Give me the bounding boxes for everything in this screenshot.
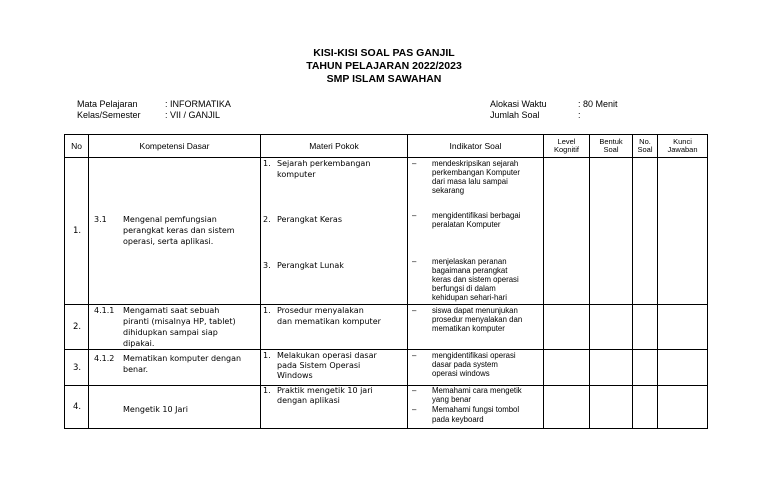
level-line-2: Kognitif — [553, 145, 580, 154]
indikator-line: kehidupan sehari-hari — [432, 293, 507, 302]
indikator-line: bagaimana perangkat — [432, 266, 508, 275]
no-soal-cell — [633, 386, 658, 429]
col-header-no: No — [65, 135, 89, 158]
level-kognitif-cell — [544, 350, 590, 386]
materi-line: pada Sistem Operasi — [277, 361, 361, 370]
table-row — [65, 386, 708, 429]
dash-bullet: – — [412, 159, 417, 168]
row-number: 3. — [65, 350, 89, 386]
bentuk-line-1: Bentuk — [599, 137, 623, 146]
col-header-bentuk-soal — [590, 135, 633, 158]
indikator-soal-cell — [408, 386, 544, 429]
kunci-jawaban-cell — [658, 158, 708, 305]
materi-number: 1. — [263, 159, 271, 168]
kompetensi-dasar-cell — [89, 386, 261, 429]
row-number: 2. — [65, 305, 89, 350]
row-number: 1. — [65, 158, 89, 305]
materi-number: 2. — [263, 215, 271, 224]
kd-line: dipakai. — [123, 339, 155, 348]
materi-pokok-cell — [261, 350, 408, 386]
waktu-label: Alokasi Waktu — [490, 99, 547, 109]
dash-bullet: – — [412, 306, 417, 315]
kd-number: 3.1 — [94, 215, 107, 224]
kompetensi-dasar-cell — [89, 158, 261, 305]
indikator-line: mendeskripsikan sejarah — [432, 159, 519, 168]
mapel-value: : INFORMATIKA — [165, 99, 231, 109]
no-soal-cell — [633, 350, 658, 386]
materi-line: Windows — [277, 371, 313, 380]
jumlah-label: Jumlah Soal — [490, 110, 540, 120]
kd-number: 4.1.1 — [94, 306, 115, 315]
kunci-jawaban-cell — [658, 386, 708, 429]
table-row — [65, 158, 708, 305]
table-row — [65, 350, 708, 386]
indikator-line: keras dan sistem operasi — [432, 275, 519, 284]
materi-pokok-cell — [261, 158, 408, 305]
kd-line: Mengenal pemfungsian — [123, 215, 217, 224]
kd-line: piranti (misalnya HP, tablet) — [123, 317, 236, 326]
row-number: 4. — [65, 386, 89, 429]
bentuk-soal-cell — [590, 158, 633, 305]
dash-bullet: – — [412, 257, 417, 266]
indikator-line: yang benar — [432, 395, 472, 404]
col-header-materi-pokok: Materi Pokok — [261, 135, 408, 158]
kelas-label: Kelas/Semester — [77, 110, 141, 120]
kd-line: Mengetik 10 Jari — [123, 405, 188, 414]
indikator-soal-cell — [408, 350, 544, 386]
indikator-line: perkembangan Komputer — [432, 168, 520, 177]
materi-pokok-cell — [261, 305, 408, 350]
materi-line: Sejarah perkembangan — [277, 159, 371, 168]
indikator-line: prosedur menyalakan dan — [432, 315, 523, 324]
indikator-line: dasar pada system — [432, 360, 498, 369]
materi-number: 3. — [263, 261, 271, 270]
level-kognitif-cell — [544, 386, 590, 429]
indikator-line: operasi windows — [432, 369, 490, 378]
indikator-line: mengidentifikasi berbagai — [432, 211, 521, 220]
indikator-line: peralatan Komputer — [432, 220, 501, 229]
kd-line: operasi, serta aplikasi. — [123, 237, 214, 246]
col-header-kompetensi-dasar: Kompetensi Dasar — [89, 135, 261, 158]
indikator-line: berfungsi di dalam — [432, 284, 496, 293]
dash-bullet: – — [412, 405, 417, 414]
materi-number: 1. — [263, 306, 271, 315]
materi-number: 1. — [263, 386, 271, 395]
document-title-1: KISI-KISI SOAL PAS GANJIL — [313, 47, 455, 59]
indikator-line: mematikan komputer — [432, 324, 505, 333]
dash-bullet: – — [412, 386, 417, 395]
kd-line: Mematikan komputer dengan — [123, 354, 242, 363]
materi-line: Praktik mengetik 10 jari — [277, 386, 373, 395]
materi-pokok-cell — [261, 386, 408, 429]
table-header-row — [65, 135, 708, 158]
materi-line: Melakukan operasi dasar — [277, 351, 377, 360]
document-title-2: TAHUN PELAJARAN 2022/2023 — [306, 60, 462, 72]
materi-line: Prosedur menyalakan — [277, 306, 364, 315]
col-header-level-kognitif — [544, 135, 590, 158]
materi-line: dan mematikan komputer — [277, 317, 381, 326]
bentuk-soal-cell — [590, 350, 633, 386]
kd-line: perangkat keras dan sistem — [123, 226, 235, 235]
col-header-kunci-jawaban — [658, 135, 708, 158]
bentuk-soal-cell — [590, 386, 633, 429]
col-header-no-soal — [633, 135, 658, 158]
kd-line: benar. — [123, 365, 149, 374]
materi-number: 1. — [263, 351, 271, 360]
indikator-line: siswa dapat menunjukan — [432, 306, 518, 315]
indikator-line: dari masa lalu sampai — [432, 177, 508, 186]
bentuk-line-2: Soal — [603, 145, 619, 154]
table-row — [65, 305, 708, 350]
materi-line: dengan aplikasi — [277, 396, 340, 405]
kelas-value: : VII / GANJIL — [165, 110, 221, 120]
dash-bullet: – — [412, 211, 417, 220]
kd-number: 4.1.2 — [94, 354, 115, 363]
kunci-jawaban-cell — [658, 305, 708, 350]
indikator-line: pada keyboard — [432, 415, 484, 424]
waktu-value: : 80 Menit — [578, 99, 618, 109]
no-soal-cell — [633, 158, 658, 305]
indikator-line: Memahami fungsi tombol — [432, 405, 520, 414]
level-kognitif-cell — [544, 305, 590, 350]
indikator-line: sekarang — [432, 186, 465, 195]
document-title-3: SMP ISLAM SAWAHAN — [326, 73, 442, 85]
kd-line: Mengamati saat sebuah — [123, 306, 220, 315]
level-kognitif-cell — [544, 158, 590, 305]
kunci-jawaban-cell — [658, 350, 708, 386]
kunci-line-1: Kunci — [673, 137, 692, 146]
level-line-1: Level — [557, 137, 576, 146]
mapel-label: Mata Pelajaran — [77, 99, 138, 109]
materi-line: komputer — [277, 170, 316, 179]
kompetensi-dasar-cell — [89, 305, 261, 350]
jumlah-value: : — [578, 110, 581, 120]
kd-line: dihidupkan sampai siap — [123, 328, 218, 337]
dash-bullet: – — [412, 351, 417, 360]
indikator-soal-cell — [408, 305, 544, 350]
bentuk-soal-cell — [590, 305, 633, 350]
indikator-soal-cell — [408, 158, 544, 305]
kisi-kisi-table — [64, 134, 708, 429]
nosoal-line-2: Soal — [637, 145, 653, 154]
indikator-line: Memahami cara mengetik — [432, 386, 522, 395]
col-header-indikator-soal: Indikator Soal — [408, 135, 544, 158]
materi-line: Perangkat Keras — [277, 215, 343, 224]
materi-line: Perangkat Lunak — [277, 261, 344, 270]
no-soal-cell — [633, 305, 658, 350]
nosoal-line-1: No. — [639, 137, 651, 146]
kompetensi-dasar-cell — [89, 350, 261, 386]
indikator-line: menjelaskan peranan — [432, 257, 507, 266]
kunci-line-2: Jawaban — [667, 145, 698, 154]
indikator-line: mengidentifikasi operasi — [432, 351, 516, 360]
